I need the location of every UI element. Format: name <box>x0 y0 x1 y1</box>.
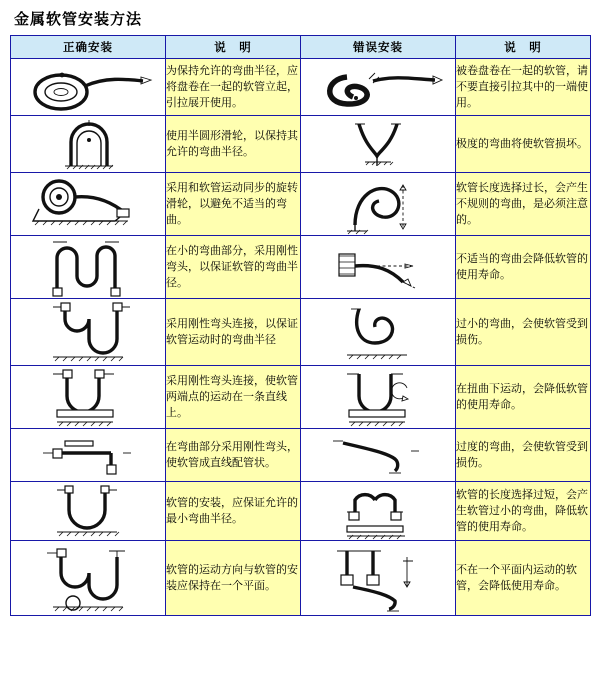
figure-motion-out-of-plane <box>301 541 456 616</box>
column-header-wrong-desc: 说 明 <box>456 36 591 59</box>
figure-rigid-elbow-ends-in-straight-line <box>11 366 166 429</box>
desc-text: 为保持允许的弯曲半径，应将盘卷在一起的软管立起，引拉展开使用。 <box>166 59 301 116</box>
desc-text: 在弯曲部分采用刚性弯头，使软管成直线配管状。 <box>166 429 301 482</box>
figure-hose-too-long-small-bend <box>301 482 456 541</box>
column-header-correct: 正确安装 <box>11 36 166 59</box>
figure-minimum-allowable-bend-radius-u <box>11 482 166 541</box>
desc-text: 软管的长度选择过短，会产生软管过小的弯曲，降低软管的使用寿命。 <box>456 482 591 541</box>
figure-rigid-elbow-connection-u-loop <box>11 299 166 366</box>
table-row <box>11 236 591 299</box>
table-row <box>11 59 591 116</box>
column-header-correct-desc: 说 明 <box>166 36 301 59</box>
figure-coiled-hose-pulled-from-one-end <box>301 59 456 116</box>
desc-text: 使用半圆形滑轮，以保持其允许的弯曲半径。 <box>166 116 301 173</box>
desc-text: 过小的弯曲，会使软管受到损伤。 <box>456 299 591 366</box>
table-row <box>11 541 591 616</box>
desc-text: 采用刚性弯头连接，以保证软管运动时的弯曲半径 <box>166 299 301 366</box>
table-row <box>11 429 591 482</box>
desc-text: 被卷盘卷在一起的软管，请不要直接引拉其中的一端使用。 <box>456 59 591 116</box>
table-row <box>11 116 591 173</box>
desc-text: 在小的弯曲部分，采用刚性弯头，以保证软管的弯曲半径。 <box>166 236 301 299</box>
desc-text: 过度的弯曲，会使软管受到损伤。 <box>456 429 591 482</box>
column-header-wrong: 错误安装 <box>301 36 456 59</box>
figure-too-small-bend-radius-damage <box>301 299 456 366</box>
table-row <box>11 366 591 429</box>
desc-text: 软管的安装，应保证允许的最小弯曲半径。 <box>166 482 301 541</box>
desc-text: 软管长度选择过长，会产生不规则的弯曲，是必须注意的。 <box>456 173 591 236</box>
table-header-row <box>11 36 591 59</box>
page-title: 金属软管安装方法 <box>14 10 143 28</box>
desc-text: 极度的弯曲将使软管损坏。 <box>456 116 591 173</box>
figure-semicircular-sheave-guide <box>11 116 166 173</box>
table-row <box>11 299 591 366</box>
desc-text: 软管的运动方向与软管的安装应保持在一个平面。 <box>166 541 301 616</box>
figure-improper-bend-shortens-life <box>301 236 456 299</box>
figure-sharp-bend-over-narrow-support <box>301 116 456 173</box>
table-row <box>11 482 591 541</box>
hose-installation-table <box>10 35 591 616</box>
table-row <box>11 173 591 236</box>
desc-text: 采用和软管运动同步的旋转滑轮，以避免不适当的弯曲。 <box>166 173 301 236</box>
figure-coiled-hose-standing-upright <box>11 59 166 116</box>
desc-text: 不在一个平面内运动的软管，会降低使用寿命。 <box>456 541 591 616</box>
figure-hose-too-long-irregular-bend <box>301 173 456 236</box>
desc-text: 在扭曲下运动，会降低软管的使用寿命。 <box>456 366 591 429</box>
figure-motion-direction-in-same-plane <box>11 541 166 616</box>
figure-excessive-bending-damage <box>301 429 456 482</box>
figure-rigid-elbow-at-small-bend <box>11 236 166 299</box>
figure-rotating-pulley-synchronized-with-hose <box>11 173 166 236</box>
figure-rigid-elbow-straight-pipe-layout <box>11 429 166 482</box>
desc-text: 采用刚性弯头连接，使软管两端点的运动在一条直线上。 <box>166 366 301 429</box>
desc-text: 不适当的弯曲会降低软管的使用寿命。 <box>456 236 591 299</box>
figure-twisting-motion-under-bend <box>301 366 456 429</box>
